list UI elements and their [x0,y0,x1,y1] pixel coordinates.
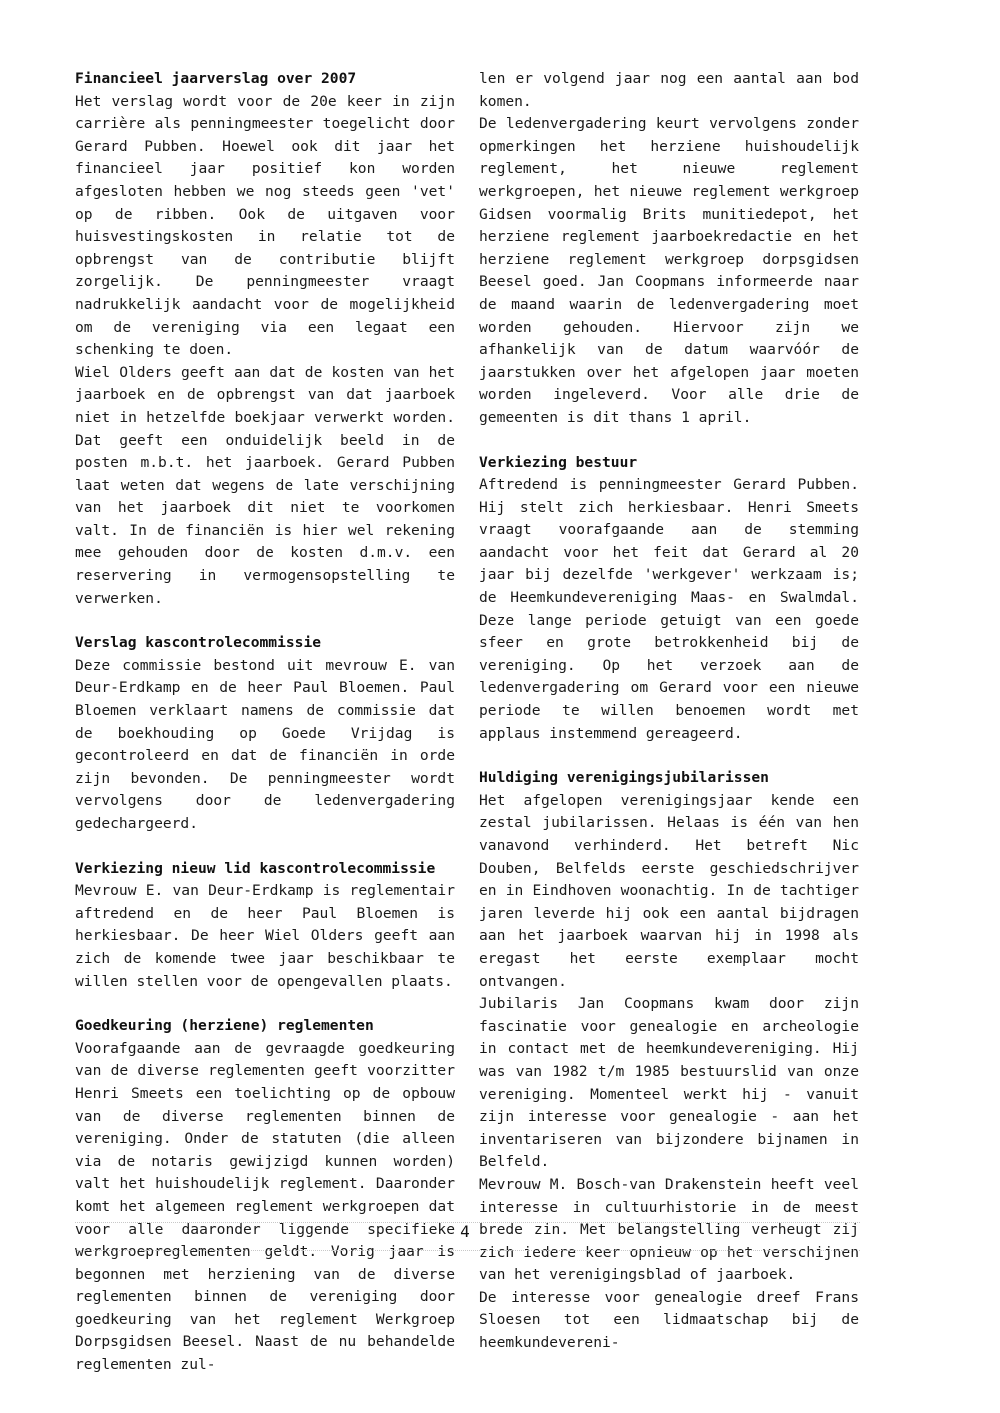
paragraph: Deze commissie bestond uit mevrouw E. van Deur-Erdkamp en de heer Paul Bloemen. Paul Bloemen verklaart namens de commissie dat de boekhouding op Goede Vrijdag is gecontroleerd en dat de financiën in orde zijn bevonden. De penningmeester wordt vervolgens door de ledenvergadering gedechargeerd. [75,656,455,832]
section-heading: Goedkeuring (herziene) reglementen [75,1017,374,1035]
article-section [479,68,859,430]
section-heading: Verkiezing bestuur [479,453,638,471]
article-section [479,452,859,746]
paragraph: Het afgelopen verenigingsjaar kende een zestal jubilarissen. Helaas is één van hen vanavond verhinderd. Het betreft Nic Douben, Belfelds eerste geschiedschrijver en in Eindhoven woonachtig. In de tachtiger jaren leverde hij ook een aantal bijdragen aan het jaarboek waarvan hij in 1998 als eregast het eerste exemplaar mocht ontvangen. [479,791,859,990]
article-section [75,858,455,994]
paragraph: len er volgend jaar nog een aantal aan bod komen. [479,70,859,110]
page-number: 4 [460,1222,470,1241]
section-heading: Verslag kascontrolecommissie [75,634,322,652]
section-heading: Huldiging verenigingsjubilarissen [479,769,769,787]
paragraph: De interesse voor genealogie dreef Frans Sloesen tot een lidmaatschap bij de heemkundevereni- [479,1288,859,1352]
article-section [75,68,455,610]
paragraph: Het verslag wordt voor de 20e keer in zijn carrière als penningmeester toegelicht door Gerard Pubben. Hoewel ook dit jaar het financieel jaar positief kon worden afgesloten hebben we nog steeds geen 'vet' op de ribben. Ook de uitgaven voor huisvestingskosten in relatie tot de opbrengst van de contributie blijft zorgelijk. De penningmeester vraagt nadrukkelijk aandacht voor de mogelijkheid om de vereniging via een legaat een schenking te doen. [75,92,455,359]
article-section [75,1015,455,1377]
paragraph: Mevrouw E. van Deur-Erdkamp is reglementair aftredend en de heer Paul Bloemen is herkiesbaar. De heer Wiel Olders geeft aan zich de komende twee jaar beschikbaar te willen stellen voor de opengevallen plaats. [75,882,455,990]
paragraph: Jubilaris Jan Coopmans kwam door zijn fascinatie voor genealogie en archeologie in contact met de heemkundevereniging. Hij was van 1982 t/m 1985 bestuurslid van onze vereniging. Momenteel werkt hij - vanuit zijn interesse voor genealogie - aan het inventariseren van bijzondere bijnamen in Belfeld. [479,995,859,1171]
paragraph: De ledenvergadering keurt vervolgens zonder opmerkingen het herziene huishoudelijk reglement, het nieuwe reglement werkgroepen, het nieuwe reglement werkgroep Gidsen voormalig Brits munitiedepot, het herziene reglement jaarboekredactie en het herziene reglement werkgroep dorpsgidsen Beesel goed. Jan Coopmans informeerde naar de maand waarin de ledenvergadering moet worden gehouden. Hiervoor zijn we afhankelijk van de datum waarvóór de jaarstukken over het afgelopen jaar moeten worden ingeleverd. Voor alle drie de gemeenten is dit thans 1 april. [479,115,859,426]
paragraph: Voorafgaande aan de gevraagde goedkeuring van de diverse reglementen geeft voorzitter Henri Smeets een toelichting op de opbouw van de diverse reglementen binnen de vereniging. Onder de statuten (die alleen via de notaris gewijzigd kunnen worden) valt het huishoudelijk reglement. Daaronder komt het algemeen reglement werkgroepen dat voor alle daaronder liggende specifieke werkgroepreglementen geldt. Vorig jaar is begonnen met herziening van de diverse reglementen binnen de vereniging door goedkeuring van het reglement Werkgroep Dorpsgidsen Beesel. Naast de nu behandelde reglementen zul- [75,1039,455,1374]
section-heading: Verkiezing nieuw lid kascontrolecommissie [75,859,436,877]
left-column [75,68,455,1377]
footer-rule-bottom [75,1250,860,1251]
article-section [75,632,455,835]
section-heading: Financieel jaarverslag over 2007 [75,70,357,87]
paragraph: Wiel Olders geeft aan dat de kosten van het jaarboek en de opbrengst van dat jaarboek niet in hetzelfde boekjaar verwerkt worden. Dat geeft een onduidelijk beeld in de posten m.b.t. het jaarboek. Gerard Pubben laat weten dat wegens de late verschijning van het jaarboek dit niet te voorkomen valt. In de financiën is hier wel rekening mee gehouden door de kosten d.m.v. een reservering in vermogensopstelling te verwerken. [75,363,455,607]
paragraph: Aftredend is penningmeester Gerard Pubben. Hij stelt zich herkiesbaar. Henri Smeets vraagt voorafgaande aan de stemming aandacht voor het feit dat Gerard al 20 jaar bij dezelfde 'werkgever' werkzaam is; de Heemkundevereniging Maas- en Swalmdal. Deze lange periode getuigt van een goede sfeer en grote betrokkenheid bij de vereniging. Op het verzoek aan de ledenvergadering om Gerard voor een nieuwe periode te willen benoemen wordt met applaus instemmend gereageerd. [479,476,859,742]
paragraph: Mevrouw M. Bosch-van Drakenstein heeft veel interesse in cultuurhistorie in de meest brede zin. Met belangstelling verheugt zij zich iedere keer opnieuw op het verschijnen van het verenigingsblad of jaarboek. [479,1175,859,1284]
right-column [479,68,859,1355]
article-section [479,767,859,1354]
